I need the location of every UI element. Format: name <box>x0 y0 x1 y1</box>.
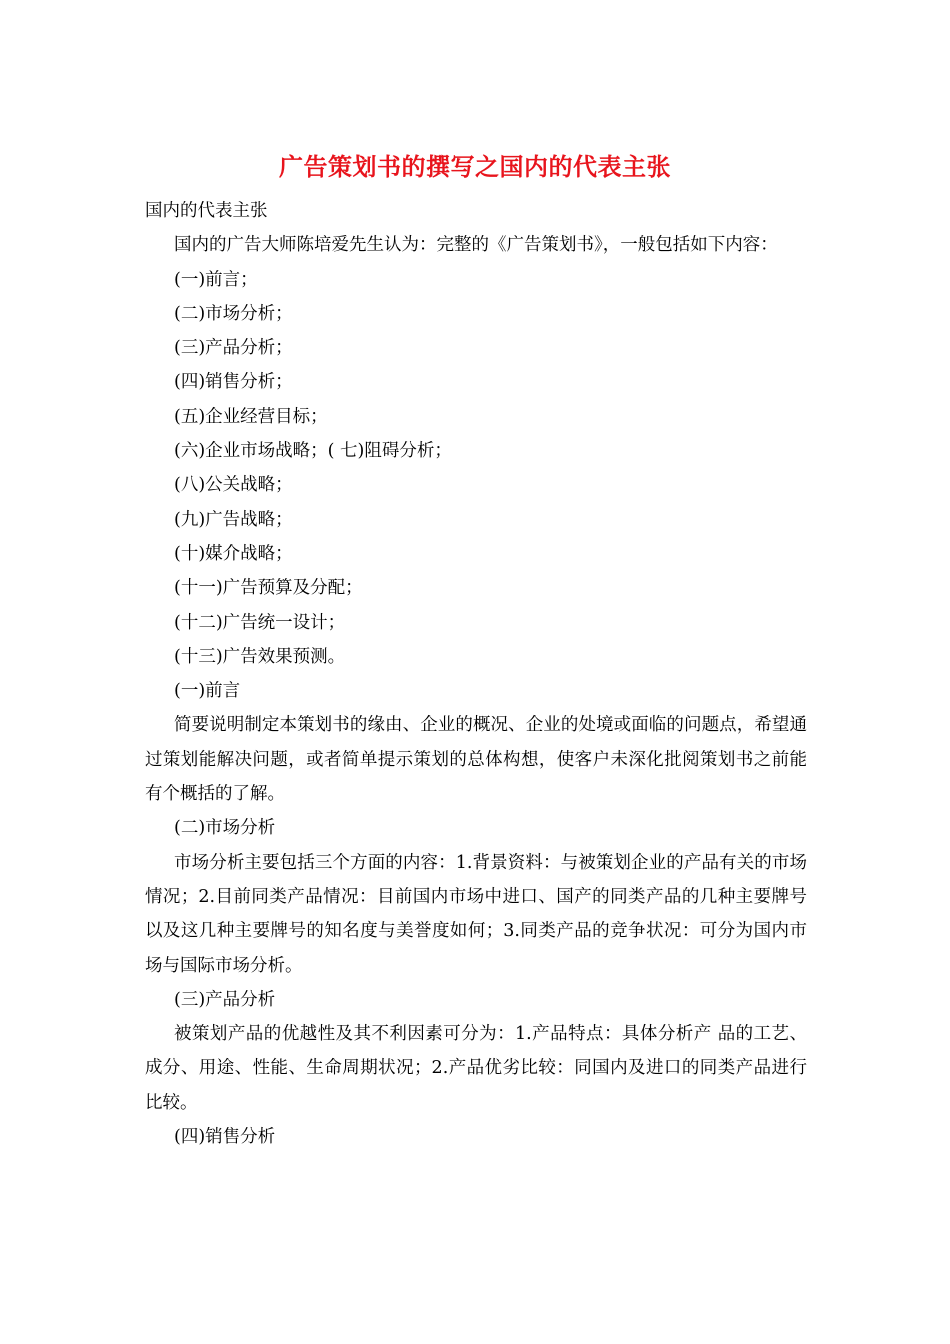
list-item: (九)广告战略； <box>174 509 293 530</box>
list-item: (十)媒介战略； <box>174 543 293 564</box>
list-item: (三)产品分析； <box>174 338 293 359</box>
paragraph: 国内的广告大师陈培爱先生认为：完整的《广告策划书》，一般包括如下内容： <box>174 235 778 256</box>
document-title: 广告策划书的撰写之国内的代表主张 <box>279 152 671 181</box>
section-heading: (三)产品分析 <box>174 989 276 1010</box>
list-item: (五)企业经营目标； <box>174 406 328 427</box>
list-item: (二)市场分析； <box>174 303 293 324</box>
section-heading: (二)市场分析 <box>174 818 276 839</box>
list-item: (八)公关战略； <box>174 475 293 496</box>
list-item: (十三)广告效果预测。 <box>174 646 346 667</box>
list-item: (十一)广告预算及分配； <box>174 578 363 599</box>
list-item: (一)前言； <box>174 269 258 290</box>
paragraph: 简要说明制定本策划书的缘由、企业的概况、企业的处境或面临的问题点，希望通过策划能解决问题，或者简单提示策划的总体构想，使客户未深化批阅策划书之前能有个概括的了解。 <box>145 715 807 805</box>
list-item: (四)销售分析； <box>174 372 293 393</box>
paragraph: 市场分析主要包括三个方面的内容：1.背景资料：与被策划企业的产品有关的市场情况；2.目前同类产品情况：目前国内市场中进口、国产的同类产品的几种主要牌号以及这几种主要牌号的知名度与美誉度如何；3.同类产品的竞争状况：可分为国内市场与国际市场分析。 <box>145 852 807 976</box>
section-heading: (四)销售分析 <box>174 1127 276 1148</box>
document-body <box>145 194 807 1154</box>
list-item: (十二)广告统一设计； <box>174 612 346 633</box>
paragraph: 被策划产品的优越性及其不利因素可分为：1.产品特点：具体分析产 品的工艺、成分、用途、性能、生命周期状况；2.产品优劣比较：同国内及进口的同类产品进行比较。 <box>145 1024 807 1113</box>
list-item: (六)企业市场战略；( 七)阻碍分析； <box>174 441 452 462</box>
section-heading: (一)前言 <box>174 681 241 702</box>
paragraph: 国内的代表主张 <box>145 201 268 221</box>
